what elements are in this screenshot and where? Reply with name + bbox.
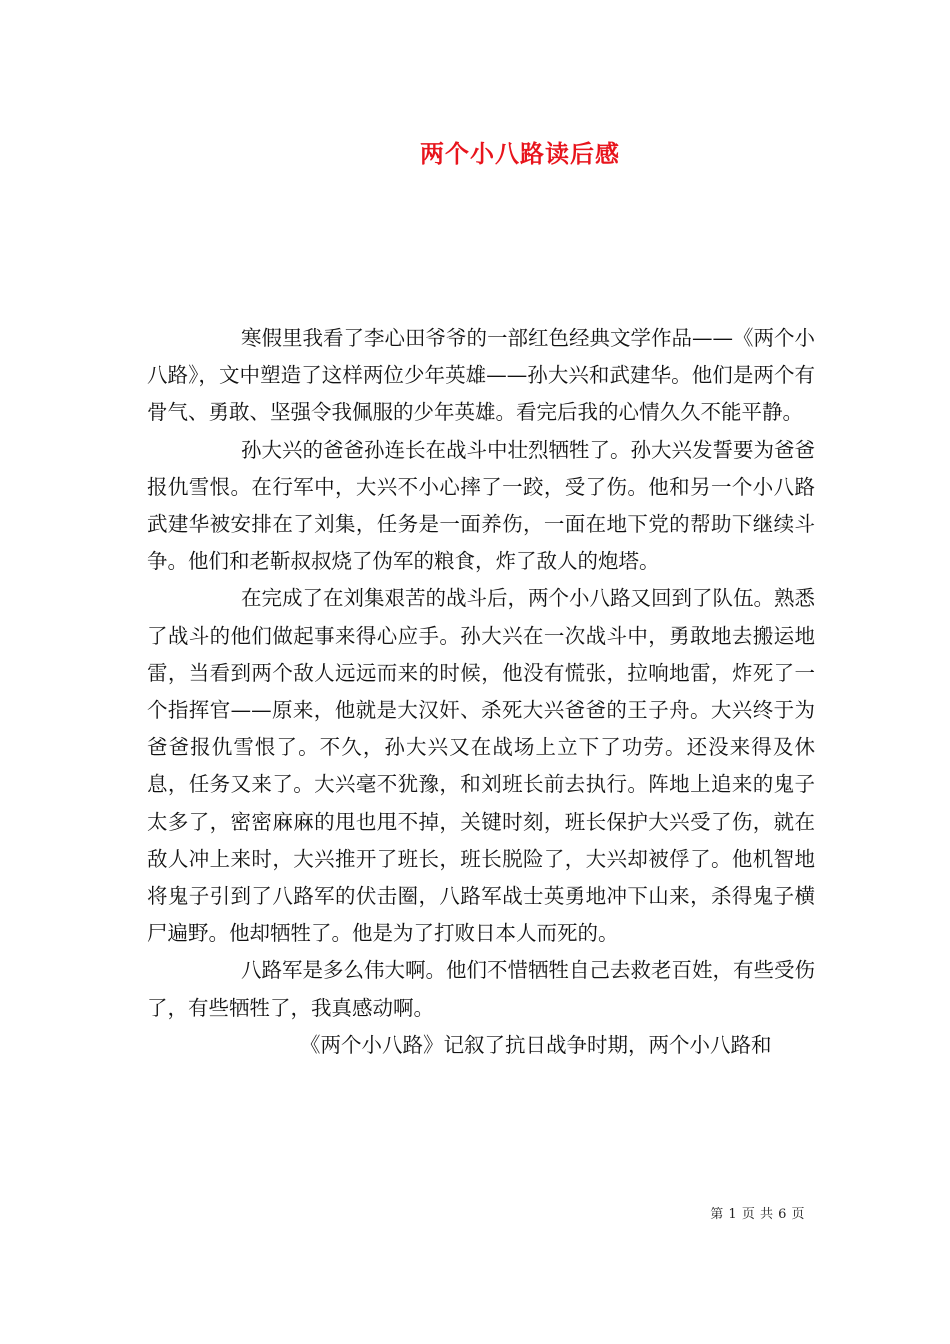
page-number-footer: 第 1 页 共 6 页 bbox=[710, 1207, 805, 1222]
document-body bbox=[147, 320, 815, 1064]
paragraph-1: 寒假里我看了李心田爷爷的一部红色经典文学作品——《两个小八路》，文中塑造了这样两位少年英雄——孙大兴和武建华。他们是两个有骨气、勇敢、坚强令我佩服的少年英雄。看完后我的心情久久不能平静。 bbox=[147, 326, 815, 425]
paragraph-2: 孙大兴的爸爸孙连长在战斗中壮烈牺牲了。孙大兴发誓要为爸爸报仇雪恨。在行军中，大兴不小心摔了一跤，受了伤。他和另一个小八路武建华被安排在了刘集，任务是一面养伤，一面在地下党的帮助下继续斗争。他们和老靳叔叔烧了伪军的粮食，炸了敌人的炮塔。 bbox=[147, 437, 815, 574]
paragraph-5: 《两个小八路》记叙了抗日战争时期，两个小八路和 bbox=[300, 1032, 772, 1057]
paragraph-4: 八路军是多么伟大啊。他们不惜牺牲自己去救老百姓，有些受伤了，有些牺牲了，我真感动啊。 bbox=[147, 958, 815, 1020]
paragraph-3: 在完成了在刘集艰苦的战斗后，两个小八路又回到了队伍。熟悉了战斗的他们做起事来得心应手。孙大兴在一次战斗中，勇敢地去搬运地雷，当看到两个敌人远远而来的时候，他没有慌张，拉响地雷，炸死了一个指挥官——原来，他就是大汉奸、杀死大兴爸爸的王子舟。大兴终于为爸爸报仇雪恨了。不久，孙大兴又在战场上立下了功劳。还没来得及休息，任务又来了。大兴毫不犹豫，和刘班长前去执行。阵地上追来的鬼子太多了，密密麻麻的甩也甩不掉，关键时刻，班长保护大兴受了伤，就在敌人冲上来时，大兴推开了班长，班长脱险了，大兴却被俘了。他机智地将鬼子引到了八路军的伏击圈，八路军战士英勇地冲下山来，杀得鬼子横尸遍野。他却牺牲了。他是为了打败日本人而死的。 bbox=[147, 586, 815, 946]
document-title: 两个小八路读后感 bbox=[420, 139, 620, 168]
